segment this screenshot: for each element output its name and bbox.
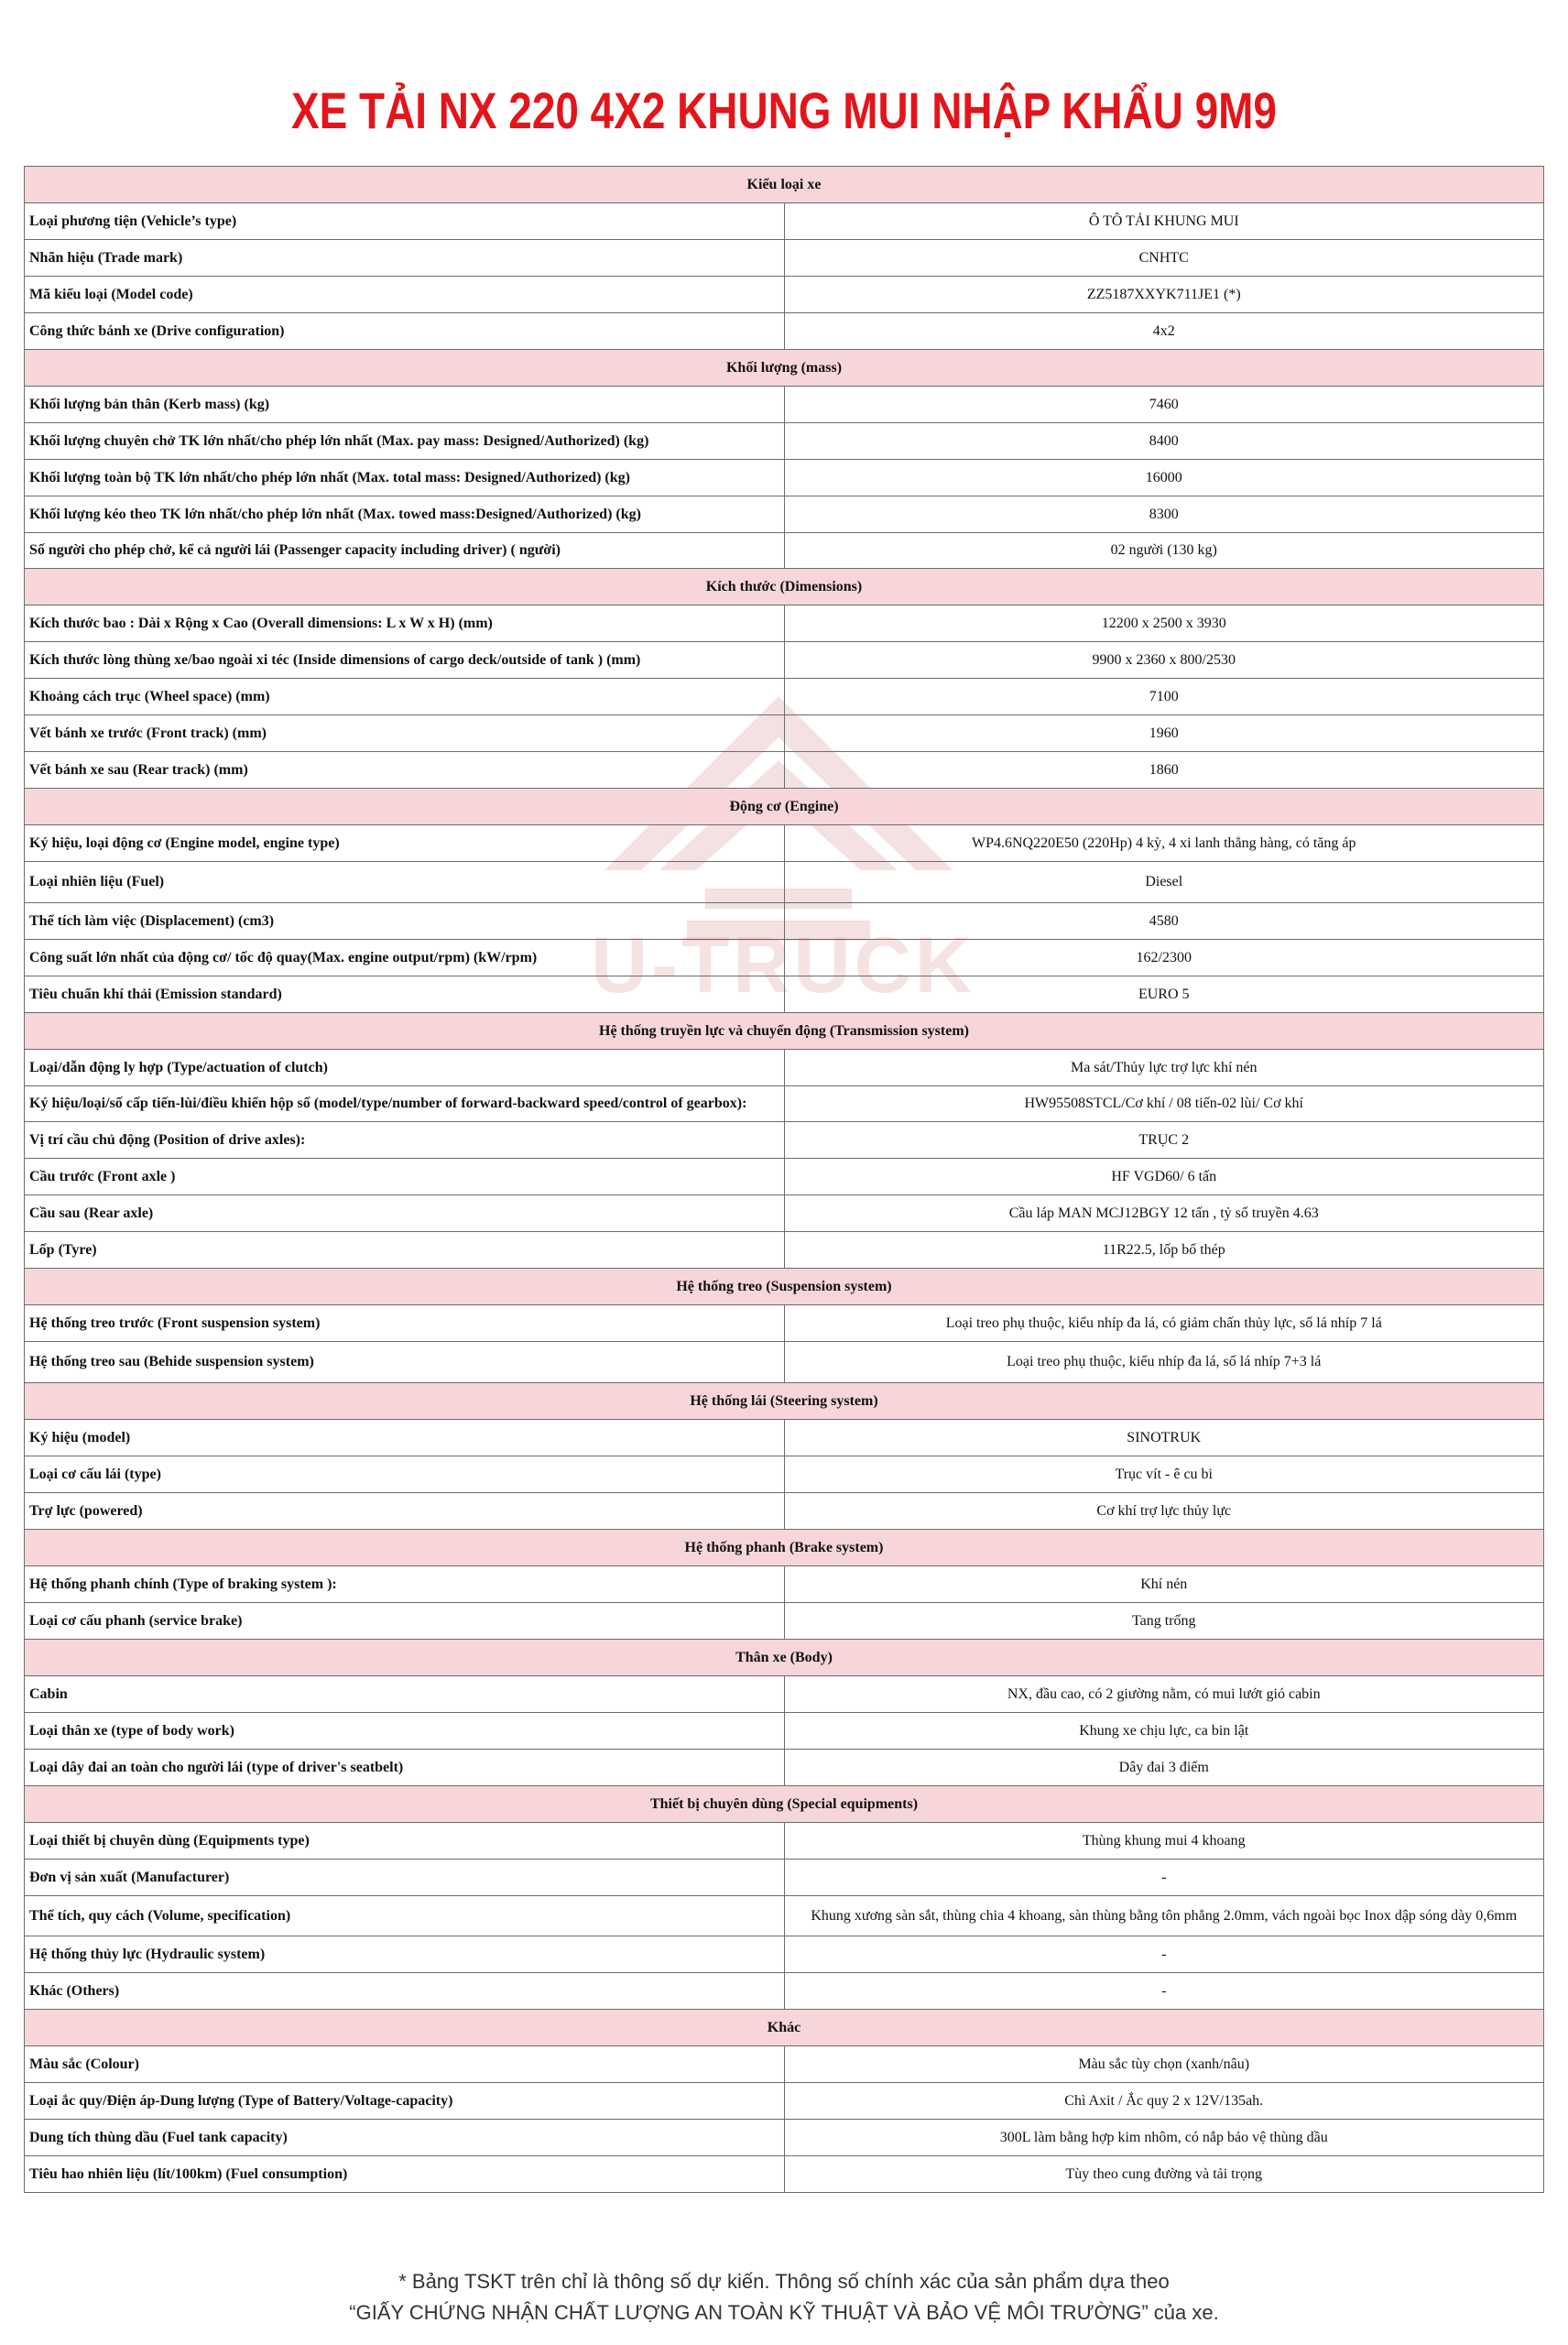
spec-value: Cầu láp MAN MCJ12BGY 12 tấn , tỷ số truyền 4.63 [784, 1195, 1544, 1232]
spec-value: Tùy theo cung đường và tải trọng [784, 2156, 1544, 2193]
spec-label: Loại thân xe (type of body work) [25, 1713, 785, 1750]
spec-value: - [784, 1860, 1544, 1896]
footnote [0, 2266, 1568, 2329]
spec-row [25, 1566, 1544, 1603]
spec-row [25, 1086, 1544, 1122]
section-header-row [25, 1530, 1544, 1566]
spec-row [25, 1860, 1544, 1896]
spec-value: EURO 5 [784, 976, 1544, 1013]
spec-row [25, 1050, 1544, 1086]
spec-row [25, 1750, 1544, 1786]
spec-row [25, 715, 1544, 752]
spec-label: Kích thước bao : Dài x Rộng x Cao (Overall dimensions: L x W x H) (mm) [25, 605, 785, 642]
spec-value: HF VGD60/ 6 tấn [784, 1159, 1544, 1195]
spec-value: 11R22.5, lốp bố thép [784, 1232, 1544, 1269]
section-header-row [25, 1013, 1544, 1050]
spec-label: Ký hiệu, loại động cơ (Engine model, engine type) [25, 825, 785, 862]
spec-label: Hệ thống thủy lực (Hydraulic system) [25, 1936, 785, 1973]
spec-label: Trợ lực (powered) [25, 1493, 785, 1530]
spec-label: Tiêu chuẩn khí thải (Emission standard) [25, 976, 785, 1013]
spec-value: 4580 [784, 903, 1544, 940]
spec-label: Thể tích làm việc (Displacement) (cm3) [25, 903, 785, 940]
spec-label: Khối lượng toàn bộ TK lớn nhất/cho phép lớn nhất (Max. total mass: Designed/Authorized) (kg) [25, 460, 785, 496]
spec-value: 300L làm bằng hợp kim nhôm, có nắp bảo vệ thùng dầu [784, 2120, 1544, 2156]
spec-label: Mã kiểu loại (Model code) [25, 277, 785, 313]
spec-row [25, 1973, 1544, 2010]
spec-value: Loại treo phụ thuộc, kiểu nhíp đa lá, có giảm chấn thủy lực, số lá nhíp 7 lá [784, 1305, 1544, 1342]
spec-row [25, 533, 1544, 569]
section-header: Thiết bị chuyên dùng (Special equipments) [25, 1786, 1544, 1823]
spec-value: Ma sát/Thủy lực trợ lực khí nén [784, 1050, 1544, 1086]
spec-label: Khối lượng kéo theo TK lớn nhất/cho phép lớn nhất (Max. towed mass:Designed/Authorized) (kg) [25, 496, 785, 533]
spec-label: Loại phương tiện (Vehicle’s type) [25, 203, 785, 240]
spec-row [25, 1493, 1544, 1530]
spec-label: Hệ thống treo sau (Behide suspension system) [25, 1342, 785, 1383]
spec-label: Dung tích thùng dầu (Fuel tank capacity) [25, 2120, 785, 2156]
spec-row [25, 1195, 1544, 1232]
section-header-row [25, 2010, 1544, 2046]
section-header: Khác [25, 2010, 1544, 2046]
spec-value: HW95508STCL/Cơ khí / 08 tiến-02 lùi/ Cơ khí [784, 1086, 1544, 1122]
spec-row [25, 1603, 1544, 1640]
spec-label: Loại nhiên liệu (Fuel) [25, 862, 785, 903]
section-header: Thân xe (Body) [25, 1640, 1544, 1676]
spec-row [25, 903, 1544, 940]
spec-row [25, 387, 1544, 423]
spec-label: Khoảng cách trục (Wheel space) (mm) [25, 679, 785, 715]
spec-label: Loại dây đai an toàn cho người lái (type of driver's seatbelt) [25, 1750, 785, 1786]
spec-label: Loại thiết bị chuyên dùng (Equipments type) [25, 1823, 785, 1860]
spec-label: Hệ thống phanh chính (Type of braking system ): [25, 1566, 785, 1603]
spec-row [25, 277, 1544, 313]
section-header: Hệ thống truyền lực và chuyển động (Transmission system) [25, 1013, 1544, 1050]
spec-row [25, 1232, 1544, 1269]
spec-row [25, 240, 1544, 277]
spec-value: 8400 [784, 423, 1544, 460]
spec-value: Chì Axit / Ắc quy 2 x 12V/135ah. [784, 2083, 1544, 2120]
section-header: Hệ thống lái (Steering system) [25, 1383, 1544, 1420]
spec-value: 1960 [784, 715, 1544, 752]
spec-value: Dây đai 3 điểm [784, 1750, 1544, 1786]
spec-value: SINOTRUK [784, 1420, 1544, 1456]
spec-label: Khác (Others) [25, 1973, 785, 2010]
spec-row [25, 1122, 1544, 1159]
spec-label: Cầu trước (Front axle ) [25, 1159, 785, 1195]
spec-value: Khí nén [784, 1566, 1544, 1603]
section-header: Khối lượng (mass) [25, 350, 1544, 387]
spec-label: Vết bánh xe sau (Rear track) (mm) [25, 752, 785, 789]
spec-label: Công suất lớn nhất của động cơ/ tốc độ quay(Max. engine output/rpm) (kW/rpm) [25, 940, 785, 976]
section-header-row [25, 569, 1544, 605]
spec-value: ZZ5187XXYK711JE1 (*) [784, 277, 1544, 313]
page-title: XE TẢI NX 220 4X2 KHUNG MUI NHẬP KHẨU 9M9 [291, 82, 1277, 139]
spec-row [25, 2083, 1544, 2120]
spec-label: Loại cơ cấu phanh (service brake) [25, 1603, 785, 1640]
footnote-line-1: * Bảng TSKT trên chỉ là thông số dự kiến. Thông số chính xác của sản phẩm dựa theo [398, 2270, 1170, 2293]
spec-label: Vết bánh xe trước (Front track) (mm) [25, 715, 785, 752]
spec-value: Loại treo phụ thuộc, kiểu nhíp đa lá, số lá nhíp 7+3 lá [784, 1342, 1544, 1383]
spec-row [25, 862, 1544, 903]
spec-label: Công thức bánh xe (Drive configuration) [25, 313, 785, 350]
spec-value: Khung xe chịu lực, ca bin lật [784, 1713, 1544, 1750]
spec-row [25, 940, 1544, 976]
section-header: Kiểu loại xe [25, 167, 1544, 203]
section-header: Hệ thống phanh (Brake system) [25, 1530, 1544, 1566]
spec-value: Khung xương sàn sắt, thùng chia 4 khoang, sàn thùng bằng tôn phẳng 2.0mm, vách ngoài bọc Inox dập sóng dày 0,6mm [784, 1896, 1544, 1936]
spec-label: Lốp (Tyre) [25, 1232, 785, 1269]
spec-label: Khối lượng bản thân (Kerb mass) (kg) [25, 387, 785, 423]
spec-label: Nhãn hiệu (Trade mark) [25, 240, 785, 277]
section-header-row [25, 167, 1544, 203]
spec-row [25, 1159, 1544, 1195]
spec-value: TRỤC 2 [784, 1122, 1544, 1159]
section-header-row [25, 1786, 1544, 1823]
spec-value: CNHTC [784, 240, 1544, 277]
spec-value: 7100 [784, 679, 1544, 715]
spec-label: Loại cơ cấu lái (type) [25, 1456, 785, 1493]
spec-value: Trục vít - ê cu bi [784, 1456, 1544, 1493]
spec-value: Ô TÔ TẢI KHUNG MUI [784, 203, 1544, 240]
spec-row [25, 203, 1544, 240]
spec-row [25, 1896, 1544, 1936]
spec-row [25, 976, 1544, 1013]
spec-row [25, 752, 1544, 789]
spec-value: 12200 x 2500 x 3930 [784, 605, 1544, 642]
spec-row [25, 605, 1544, 642]
spec-label: Ký hiệu/loại/số cấp tiến-lùi/điều khiển hộp số (model/type/number of forward-backward speed/control of gearbox): [25, 1086, 785, 1122]
spec-row [25, 642, 1544, 679]
spec-row [25, 460, 1544, 496]
spec-label: Cầu sau (Rear axle) [25, 1195, 785, 1232]
spec-row [25, 1936, 1544, 1973]
spec-row [25, 313, 1544, 350]
spec-value: WP4.6NQ220E50 (220Hp) 4 kỳ, 4 xi lanh thẳng hàng, có tăng áp [784, 825, 1544, 862]
spec-row [25, 679, 1544, 715]
spec-value: Tang trống [784, 1603, 1544, 1640]
spec-value: NX, đầu cao, có 2 giường nằm, có mui lướt gió cabin [784, 1676, 1544, 1713]
spec-row [25, 496, 1544, 533]
spec-value: 16000 [784, 460, 1544, 496]
spec-value: Màu sắc tùy chọn (xanh/nâu) [784, 2046, 1544, 2083]
spec-row [25, 1305, 1544, 1342]
watermark-text: U-TRUCK [591, 922, 975, 1009]
spec-label: Đơn vị sản xuất (Manufacturer) [25, 1860, 785, 1896]
section-header: Động cơ (Engine) [25, 789, 1544, 825]
spec-row [25, 1676, 1544, 1713]
spec-label: Loại/dẫn động ly hợp (Type/actuation of clutch) [25, 1050, 785, 1086]
spec-row [25, 423, 1544, 460]
spec-label: Tiêu hao nhiên liệu (lít/100km) (Fuel consumption) [25, 2156, 785, 2193]
spec-row [25, 1713, 1544, 1750]
spec-value: 8300 [784, 496, 1544, 533]
spec-row [25, 2120, 1544, 2156]
spec-value: 4x2 [784, 313, 1544, 350]
section-header: Hệ thống treo (Suspension system) [25, 1269, 1544, 1305]
spec-value: Diesel [784, 862, 1544, 903]
spec-label: Số người cho phép chở, kể cả người lái (Passenger capacity including driver) ( người) [25, 533, 785, 569]
section-header-row [25, 1640, 1544, 1676]
spec-value: 7460 [784, 387, 1544, 423]
spec-table [24, 166, 1544, 2193]
spec-row [25, 1456, 1544, 1493]
spec-label: Thể tích, quy cách (Volume, specification) [25, 1896, 785, 1936]
section-header-row [25, 1269, 1544, 1305]
spec-label: Vị trí cầu chủ động (Position of drive axles): [25, 1122, 785, 1159]
spec-label: Hệ thống treo trước (Front suspension system) [25, 1305, 785, 1342]
spec-label: Khối lượng chuyên chở TK lớn nhất/cho phép lớn nhất (Max. pay mass: Designed/Authorized) (kg) [25, 423, 785, 460]
spec-value: 02 người (130 kg) [784, 533, 1544, 569]
section-header-row [25, 1383, 1544, 1420]
spec-row [25, 1420, 1544, 1456]
spec-row [25, 2046, 1544, 2083]
spec-value: 162/2300 [784, 940, 1544, 976]
spec-row [25, 1342, 1544, 1383]
spec-value: Cơ khí trợ lực thủy lực [784, 1493, 1544, 1530]
section-header: Kích thước (Dimensions) [25, 569, 1544, 605]
spec-value: Thùng khung mui 4 khoang [784, 1823, 1544, 1860]
spec-label: Kích thước lòng thùng xe/bao ngoài xi téc (Inside dimensions of cargo deck/outside of tank ) (mm) [25, 642, 785, 679]
spec-row [25, 1823, 1544, 1860]
section-header-row [25, 350, 1544, 387]
spec-label: Cabin [25, 1676, 785, 1713]
spec-label: Loại ắc quy/Điện áp-Dung lượng (Type of Battery/Voltage-capacity) [25, 2083, 785, 2120]
spec-label: Ký hiệu (model) [25, 1420, 785, 1456]
spec-label: Màu sắc (Colour) [25, 2046, 785, 2083]
spec-row [25, 825, 1544, 862]
spec-value: 9900 x 2360 x 800/2530 [784, 642, 1544, 679]
spec-value: 1860 [784, 752, 1544, 789]
section-header-row [25, 789, 1544, 825]
spec-value: - [784, 1936, 1544, 1973]
spec-row [25, 2156, 1544, 2193]
footnote-line-2: “GIẤY CHỨNG NHẬN CHẤT LƯỢNG AN TOÀN KỸ THUẬT VÀ BẢO VỆ MÔI TRƯỜNG” của xe. [349, 2301, 1219, 2324]
spec-value: - [784, 1973, 1544, 2010]
